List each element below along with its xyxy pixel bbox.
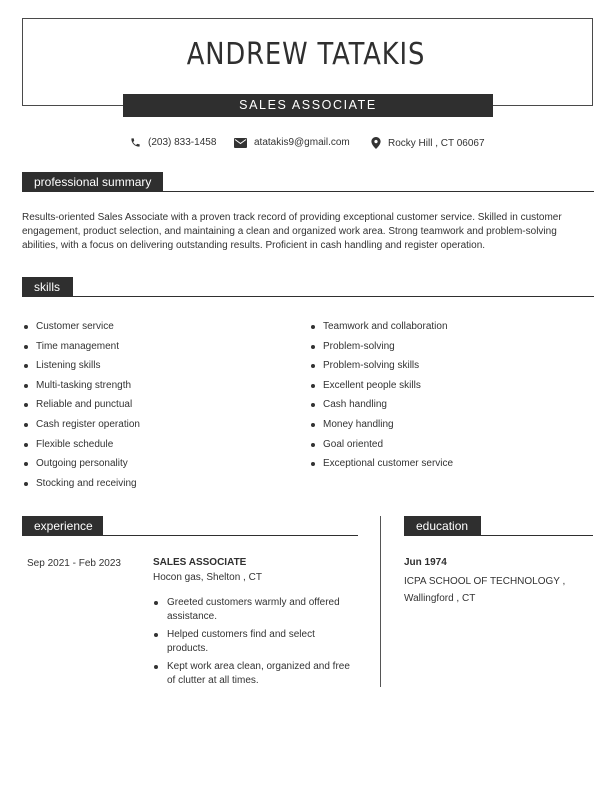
skill-item: Outgoing personality xyxy=(23,457,293,477)
phone-icon xyxy=(130,137,141,148)
skill-item: Listening skills xyxy=(23,359,293,379)
divider xyxy=(404,535,593,536)
skill-item: Goal oriented xyxy=(310,438,590,458)
section-title: experience xyxy=(22,516,103,536)
experience-header xyxy=(22,516,358,536)
experience-bullets xyxy=(153,596,358,692)
skill-item: Cash register operation xyxy=(23,418,293,438)
candidate-name: ANDREW TATAKIS xyxy=(186,37,426,72)
section-title: skills xyxy=(22,277,73,297)
skill-item: Excellent people skills xyxy=(310,379,590,399)
experience-bullet: Helped customers find and select products. xyxy=(153,628,358,655)
phone-text: (203) 833-1458 xyxy=(148,137,217,148)
skills-header xyxy=(22,277,594,297)
skill-item: Flexible schedule xyxy=(23,438,293,458)
summary-header xyxy=(22,172,594,192)
experience-role: SALES ASSOCIATE xyxy=(153,557,247,568)
email-text: atatakis9@gmail.com xyxy=(254,137,350,148)
skill-item: Problem-solving skills xyxy=(310,359,590,379)
skills-list-right xyxy=(310,320,590,477)
education-school: ICPA SCHOOL OF TECHNOLOGY , Wallingford , CT xyxy=(404,576,566,604)
divider xyxy=(22,191,594,192)
skill-item: Teamwork and collaboration xyxy=(310,320,590,340)
divider xyxy=(22,535,358,536)
column-divider xyxy=(380,516,381,687)
skill-item: Money handling xyxy=(310,418,590,438)
contact-location xyxy=(371,137,485,149)
skill-item: Reliable and punctual xyxy=(23,398,293,418)
job-title-bar: SALES ASSOCIATE xyxy=(123,94,493,117)
divider xyxy=(22,296,594,297)
education-header xyxy=(404,516,593,536)
map-pin-icon xyxy=(371,137,381,149)
envelope-icon xyxy=(234,138,247,148)
skill-item: Stocking and receiving xyxy=(23,477,293,497)
skill-item: Time management xyxy=(23,340,293,360)
skill-item: Exceptional customer service xyxy=(310,457,590,477)
location-text: Rocky Hill , CT 06067 xyxy=(388,137,485,149)
experience-dates: Sep 2021 - Feb 2023 xyxy=(27,558,121,569)
skill-item: Customer service xyxy=(23,320,293,340)
contact-phone xyxy=(130,137,216,148)
skill-item: Cash handling xyxy=(310,398,590,418)
section-title: education xyxy=(404,516,481,536)
experience-bullet: Kept work area clean, organized and free of clutter at all times. xyxy=(153,660,358,687)
skill-item: Multi-tasking strength xyxy=(23,379,293,399)
section-title: professional summary xyxy=(22,172,163,192)
experience-bullet: Greeted customers warmly and offered assistance. xyxy=(153,596,358,623)
summary-text: Results-oriented Sales Associate with a proven track record of providing exceptional customer service. Skilled in customer engagement, product selection, and maintaining a clean and organized work area. Strong teamwork and problem-solving abilities, with a focus on delivering outstanding results. Proficient in cash handling and register operation. xyxy=(22,212,562,251)
skills-list-left xyxy=(23,320,293,496)
contact-email xyxy=(234,137,350,148)
experience-company: Hocon gas, Shelton , CT xyxy=(153,572,262,583)
education-date: Jun 1974 xyxy=(404,557,447,568)
skill-item: Problem-solving xyxy=(310,340,590,360)
